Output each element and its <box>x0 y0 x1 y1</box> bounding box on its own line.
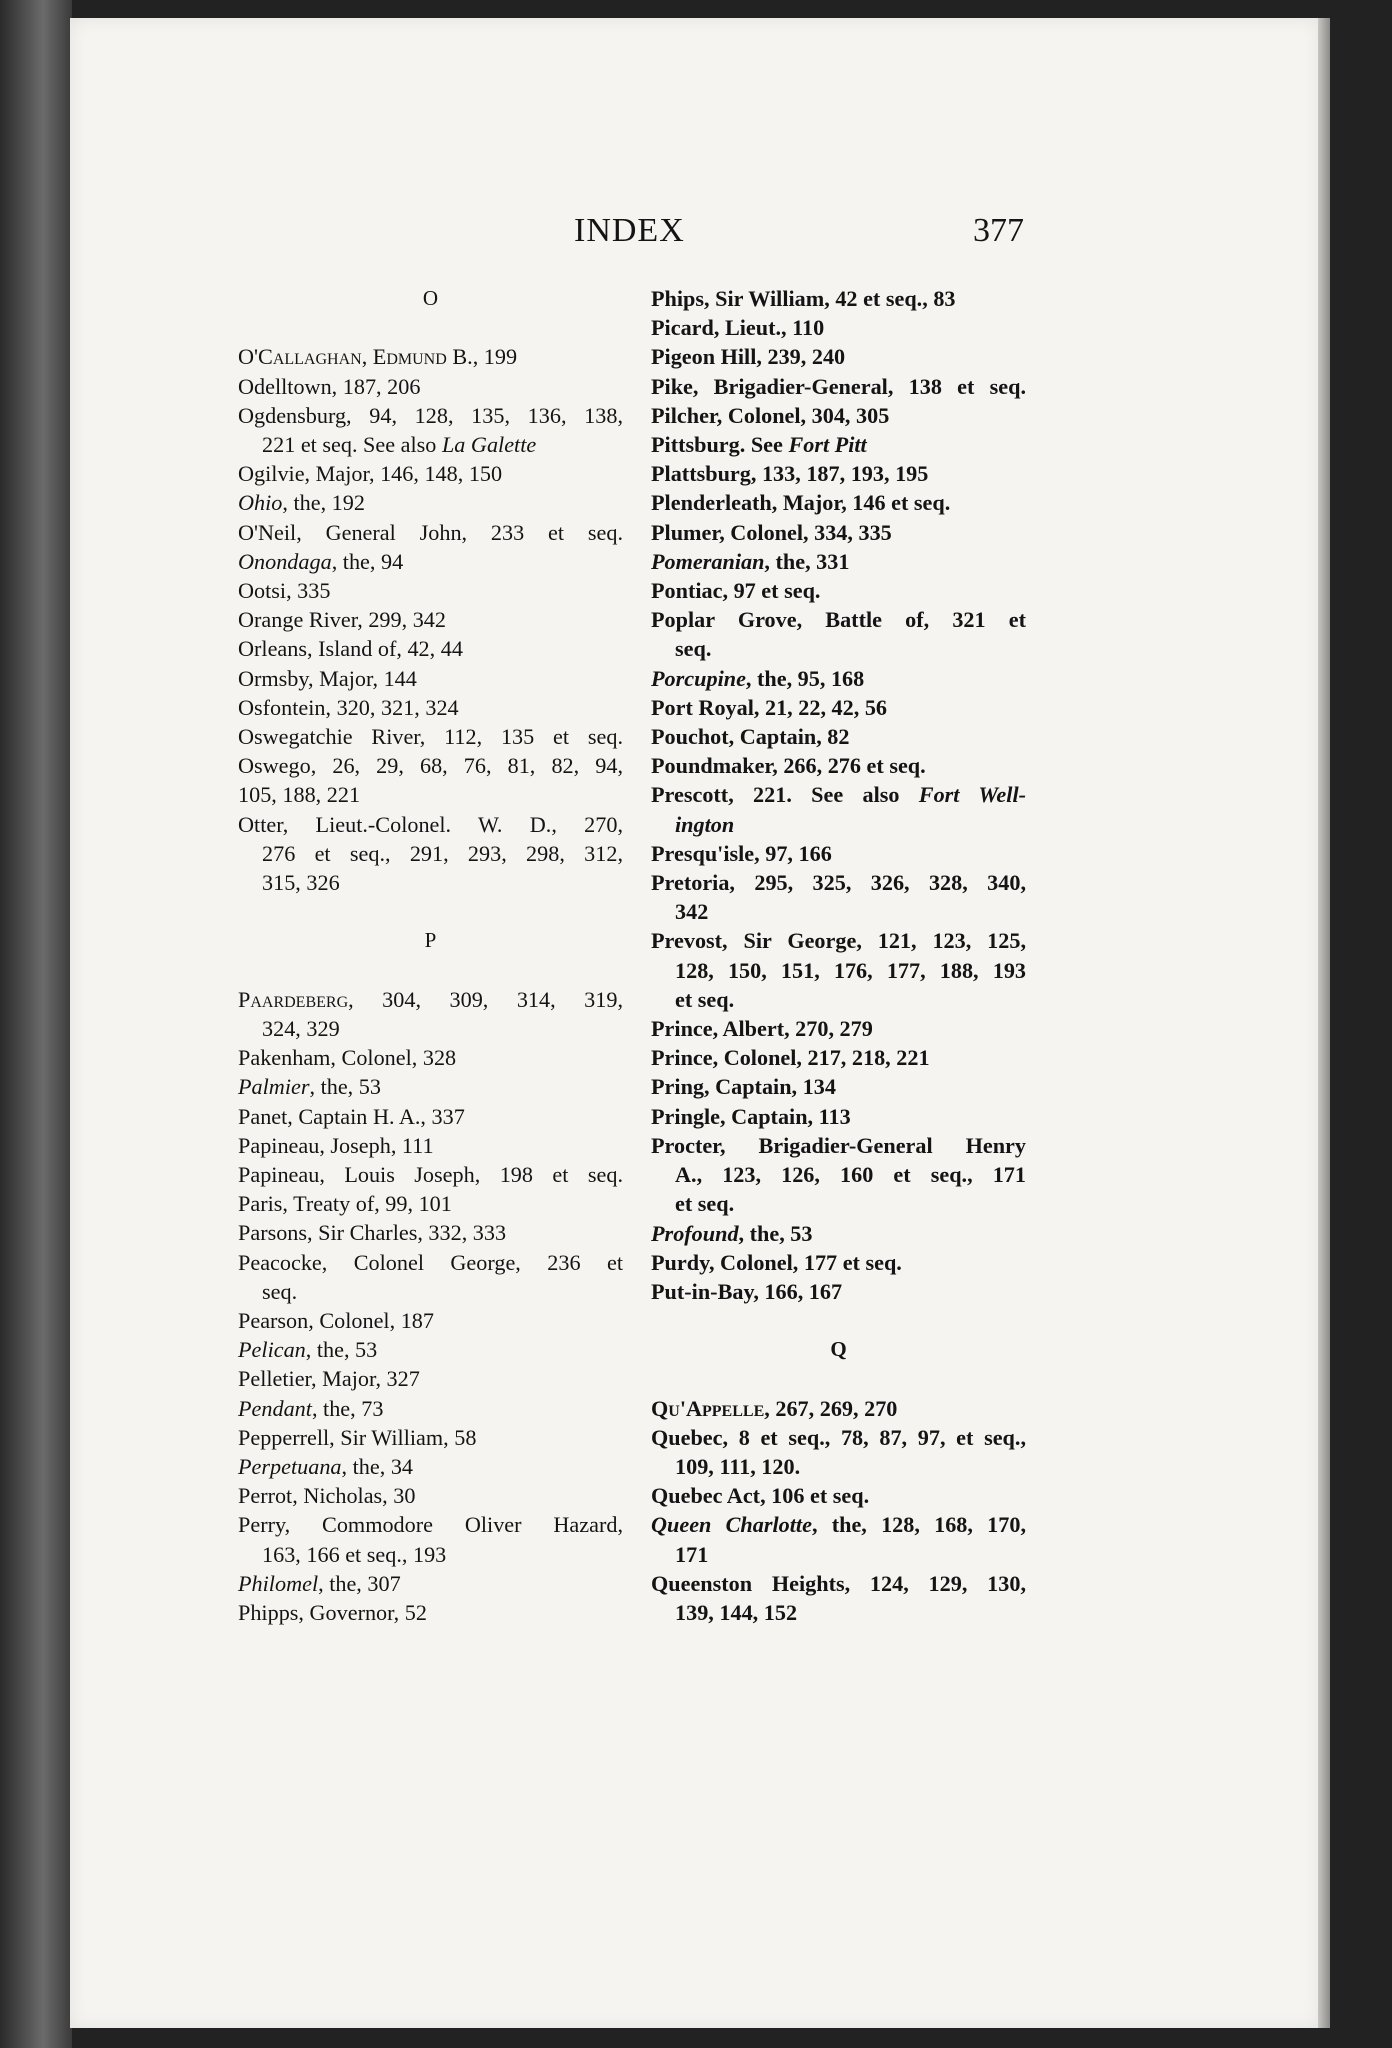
index-entry: Prince, Albert, 270, 279 <box>651 1016 873 1042</box>
index-entry: Plenderleath, Major, 146 et seq. <box>651 490 951 516</box>
index-entry <box>238 342 623 371</box>
index-entry: Paardeberg, 304, 309, 314, 319, 324, 329 <box>238 986 623 1041</box>
index-entry: Oswegatchie River, 112, 135 et seq. <box>238 724 623 750</box>
section-letter-q: Q <box>830 1337 847 1362</box>
index-entry: Profound, the, 53 <box>651 1220 813 1246</box>
index-entry: Poundmaker, 266, 276 et seq. <box>651 753 926 779</box>
index-entry: Prevost, Sir George, 121, 123, 125, 128, 150, 151, 176, 177, 188, 193 et seq. <box>651 928 1026 1012</box>
index-entry: Papineau, Joseph, 111 <box>238 1132 434 1158</box>
index-entry: Otter, Lieut.-Colonel. W. D., 270, 276 et seq., 291, 293, 298, 312, 315, 326 <box>238 811 623 896</box>
index-entry: Pelletier, Major, 327 <box>238 1366 420 1392</box>
index-entry: Pendant, the, 73 <box>238 1395 384 1421</box>
index-entry: Ogilvie, Major, 146, 148, 150 <box>238 461 503 487</box>
index-entry: Pike, Brigadier-General, 138 et seq. <box>651 373 1026 399</box>
entry-continuation: 221 et seq. See also La Galette <box>262 431 537 457</box>
index-entry: Presqu'isle, 97, 166 <box>651 840 832 866</box>
index-entry: Paris, Treaty of, 99, 101 <box>238 1191 452 1217</box>
section-letter-p: P <box>424 928 437 953</box>
index-entry: Pakenham, Colonel, 328 <box>238 1045 457 1071</box>
running-title: INDEX <box>574 212 685 249</box>
index-entry: Prince, Colonel, 217, 218, 221 <box>651 1045 930 1071</box>
index-entry: Pontiac, 97 et seq. <box>651 578 821 604</box>
index-entry: Picard, Lieut., 110 <box>651 315 825 341</box>
index-entry: Onondaga, the, 94 <box>238 548 404 574</box>
facing-page-edge <box>0 0 72 2048</box>
index-entry: Osfontein, 320, 321, 324 <box>238 694 459 720</box>
index-entry: Perry, Commodore Oliver Hazard, 163, 166 et seq., 193 <box>238 1512 623 1567</box>
page-edge-shadow <box>1318 18 1330 2028</box>
index-entry: Qu'Appelle, 267, 269, 270 <box>651 1395 898 1421</box>
index-entry: Ootsi, 335 <box>238 578 331 603</box>
index-entry: Panet, Captain H. A., 337 <box>238 1103 465 1129</box>
index-entry: Quebec Act, 106 et seq. <box>651 1483 870 1509</box>
index-entry: Perpetuana, the, 34 <box>238 1454 414 1480</box>
index-entry: Poplar Grove, Battle of, 321 et seq. <box>651 607 1026 662</box>
index-entry: Peacocke, Colonel George, 236 et seq. <box>238 1249 623 1304</box>
index-entry: Parsons, Sir Charles, 332, 333 <box>238 1220 507 1246</box>
index-entry: Papineau, Louis Joseph, 198 et seq. <box>238 1162 623 1188</box>
index-column-left <box>238 284 623 1627</box>
index-entry: Porcupine, the, 95, 168 <box>651 665 865 691</box>
index-entry: Port Royal, 21, 22, 42, 56 <box>651 694 888 720</box>
index-entry: Palmier, the, 53 <box>238 1074 381 1100</box>
index-entry: Procter, Brigadier-General Henry A., 123, 126, 160 et seq., 171 et seq. <box>651 1132 1026 1217</box>
index-entry: Pretoria, 295, 325, 326, 328, 340, 342 <box>651 870 1026 925</box>
section-letter-o: O <box>422 286 439 310</box>
page-number: 377 <box>973 212 1024 249</box>
index-entry: Put-in-Bay, 166, 167 <box>651 1278 843 1304</box>
index-entry: Pittsburg. See Fort Pitt <box>651 432 867 458</box>
index-entry: Pouchot, Captain, 82 <box>651 724 850 750</box>
entry-line: O'Callaghan, Edmund B., 199 <box>238 344 518 370</box>
index-entry: Phips, Sir William, 42 et seq., 83 <box>651 286 956 311</box>
index-entry: Plattsburg, 133, 187, 193, 195 <box>651 461 929 487</box>
index-entry: Pearson, Colonel, 187 <box>238 1308 434 1334</box>
index-entry: Ohio, the, 192 <box>238 490 365 516</box>
index-entry: Queenston Heights, 124, 129, 130, 139, 144, 152 <box>651 1570 1026 1626</box>
index-entry: Pringle, Captain, 113 <box>651 1103 851 1129</box>
index-entry: Queen Charlotte, the, 128, 168, 170, 171 <box>651 1512 1027 1567</box>
index-entry: Oswego, 26, 29, 68, 76, 81, 82, 94, 105, 188, 221 <box>238 753 623 808</box>
index-entry: Pilcher, Colonel, 304, 305 <box>651 402 890 428</box>
index-entry: Orange River, 299, 342 <box>238 607 446 633</box>
index-entry: Odelltown, 187, 206 <box>238 373 421 399</box>
index-entry: Pepperrell, Sir William, 58 <box>238 1424 477 1450</box>
index-entry: Prescott, 221. See also Fort Well- ington <box>651 782 1026 837</box>
index-entry: Philomel, the, 307 <box>238 1570 401 1596</box>
index-entry: Purdy, Colonel, 177 et seq. <box>651 1249 902 1275</box>
index-column-right <box>651 284 1026 1627</box>
running-header <box>574 212 1024 252</box>
index-entry: Quebec, 8 et seq., 78, 87, 97, et seq., 109, 111, 120. <box>651 1424 1026 1480</box>
index-entry: Perrot, Nicholas, 30 <box>238 1483 416 1509</box>
index-entry: O'Neil, General John, 233 et seq. <box>238 519 623 545</box>
index-entry: Pomeranian, the, 331 <box>651 548 850 574</box>
index-entry: Ormsby, Major, 144 <box>238 665 417 691</box>
index-entry: Phipps, Governor, 52 <box>238 1600 427 1626</box>
index-entry: Plumer, Colonel, 334, 335 <box>651 519 892 545</box>
index-entry: Orleans, Island of, 42, 44 <box>238 636 463 662</box>
index-entry: Pigeon Hill, 239, 240 <box>651 344 846 370</box>
index-entry: Ogdensburg, 94, 128, 135, 136, 138, 221 et seq. See also La Galette <box>238 401 623 459</box>
index-entry: Pring, Captain, 134 <box>651 1074 836 1100</box>
index-entry: Pelican, the, 53 <box>238 1337 378 1363</box>
